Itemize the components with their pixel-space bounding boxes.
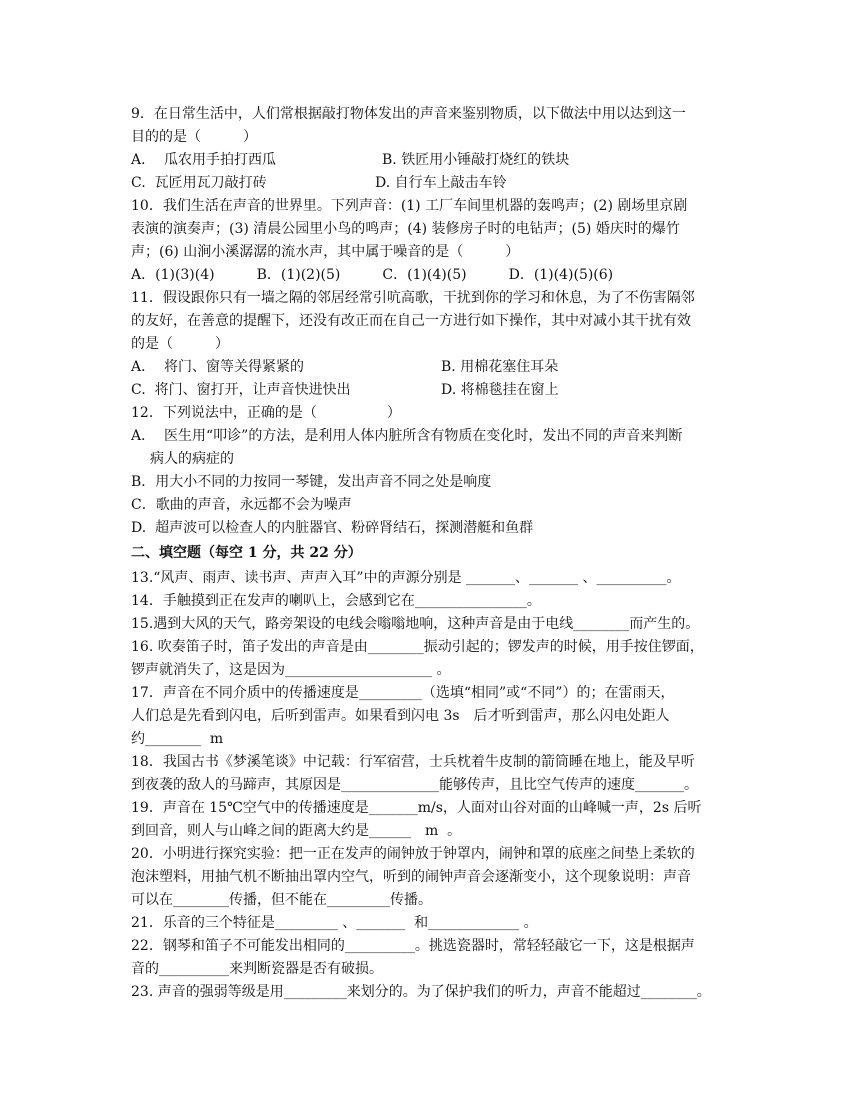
q18-line-2: 到夜袭的敌人的马蹄声，其原因是______________能够传声，且比空气传声的速度_______。 <box>131 777 698 793</box>
section-2-heading: 二、填空题（每空 1 分，共 22 分） <box>131 545 362 561</box>
q19-line-2: 到回音，则人与山峰之间的距离大约是______ m 。 <box>131 823 462 839</box>
q11-option-b: B. 用棉花塞住耳朵 <box>441 359 559 375</box>
q12-option-a-line-2: 病人的病症的 <box>150 451 234 467</box>
q10-options: A．(1)(3)(4) B．(1)(2)(5) C．(1)(4)(5) D．(1)(4)(5)(6) <box>131 267 614 283</box>
q20-line-1: 20．小明进行探究实验：把一正在发声的闹钟放于钟罩内，闹钟和罩的底座之间垫上柔软的 <box>131 846 695 862</box>
q12-option-a-line-1: A． 医生用“叩诊”的方法，是利用人体内脏所含有物质在变化时，发出不同的声音来判断 <box>131 428 683 444</box>
q17-line-1: 17．声音在不同介质中的传播速度是_________（选填“相同”或“不同”）的；在雷雨天， <box>131 685 675 701</box>
q11-line-1: 11．假设跟你只有一墙之隔的邻居经常引吭高歌，干扰到你的学习和休息，为了不伤害隔邻 <box>131 290 695 306</box>
q12-option-b: B．用大小不同的力按同一琴键，发出声音不同之处是响度 <box>131 474 492 490</box>
q19-line-1: 19．声音在 15℃空气中的传播速度是_______m/s，人面对山谷对面的山峰喊一声，2s 后听 <box>131 800 702 816</box>
q12-line-1: 12．下列说法中，正确的是（ ） <box>131 405 401 421</box>
q10-line-1: 10．我们生活在声音的世界里。下列声音：(1) 工厂车间里机器的轰鸣声；(2) 剧场里京剧 <box>131 198 688 214</box>
q9-line-1: 9．在日常生活中，人们常根据敲打物体发出的声音来鉴别物质，以下做法中用以达到这一 <box>131 106 686 122</box>
q10-line-2: 表演的演奏声；(3) 清晨公园里小鸟的鸣声；(4) 装修房子时的电钻声；(5) 婚庆时的爆竹 <box>131 221 680 237</box>
q17-line-3: 约________ m <box>131 731 224 747</box>
q20-line-2: 泡沫塑料，用抽气机不断抽出罩内空气，听到的闹钟声音会逐渐变小，这个现象说明：声音 <box>131 869 691 885</box>
q16-line-2: 锣声就消失了，这是因为_____________________ 。 <box>131 662 451 678</box>
q18-line-1: 18．我国古书《梦溪笔谈》中记载：行军宿营，士兵枕着牛皮制的箭筒睡在地上，能及早听 <box>131 754 695 770</box>
q16-line-1: 16. 吹奏笛子时，笛子发出的声音是由________振动引起的；锣发声的时候，用手按住锣面， <box>131 639 704 655</box>
q21: 21．乐音的三个特征是_________ 、_______ 和_____________ 。 <box>131 915 538 931</box>
q17-line-2: 人们总是先看到闪电，后听到雷声。如果看到闪电 3s 后才听到雷声，那么闪电处距人 <box>131 708 670 724</box>
q9-option-d: D. 自行车上敲击车铃 <box>375 175 507 191</box>
q22-line-1: 22．钢琴和笛子不可能发出相同的__________。挑选瓷器时，常轻轻敲它一下，这是根据声 <box>131 938 695 954</box>
q11-line-2: 的友好，在善意的提醒下，还没有改正而在自己一方进行如下操作，其中对减小其干扰有效 <box>131 313 691 329</box>
q11-option-d: D. 将棉毯挂在窗上 <box>441 382 559 398</box>
q14: 14．手触摸到正在发声的喇叭上，会感到它在________________。 <box>131 593 541 609</box>
q9-option-a: A． 瓜农用手拍打西瓜 <box>131 152 277 168</box>
q13: 13.“风声、雨声、读书声、声声入耳”中的声源分别是 _______、_______ 、__________。 <box>131 570 681 586</box>
q11-option-a: A． 将门、窗等关得紧紧的 <box>131 359 305 375</box>
q23: 23. 声音的强弱等级是用_________来划分的。为了保护我们的听力，声音不能超过________。 <box>131 984 711 1000</box>
q15: 15.遇到大风的天气，路旁架设的电线会嗡嗡地响，这种声音是由于电线________而产生的。 <box>131 616 700 632</box>
q20-line-3: 可以在________传播，但不能在_________传播。 <box>131 892 432 908</box>
q12-option-d: D. 超声波可以检查人的内脏器官、粉碎肾结石，探测潜艇和鱼群 <box>131 520 534 536</box>
q9-option-b: B. 铁匠用小锤敲打烧红的铁块 <box>382 152 570 168</box>
q12-option-c: C．歌曲的声音，永远都不会为噪声 <box>131 497 352 513</box>
q11-line-3: 的是（ ） <box>131 336 229 352</box>
q11-option-c: C. 将门、窗打开，让声音快进快出 <box>131 382 351 398</box>
q9-line-2: 目的的是（ ） <box>131 129 257 145</box>
q22-line-2: 音的__________来判断瓷器是否有破损。 <box>131 961 383 977</box>
q9-option-c: C. 瓦匠用瓦刀敲打砖 <box>131 175 267 191</box>
q10-line-3: 声；(6) 山涧小溪潺潺的流水声，其中属于噪音的是（ ） <box>131 244 520 260</box>
